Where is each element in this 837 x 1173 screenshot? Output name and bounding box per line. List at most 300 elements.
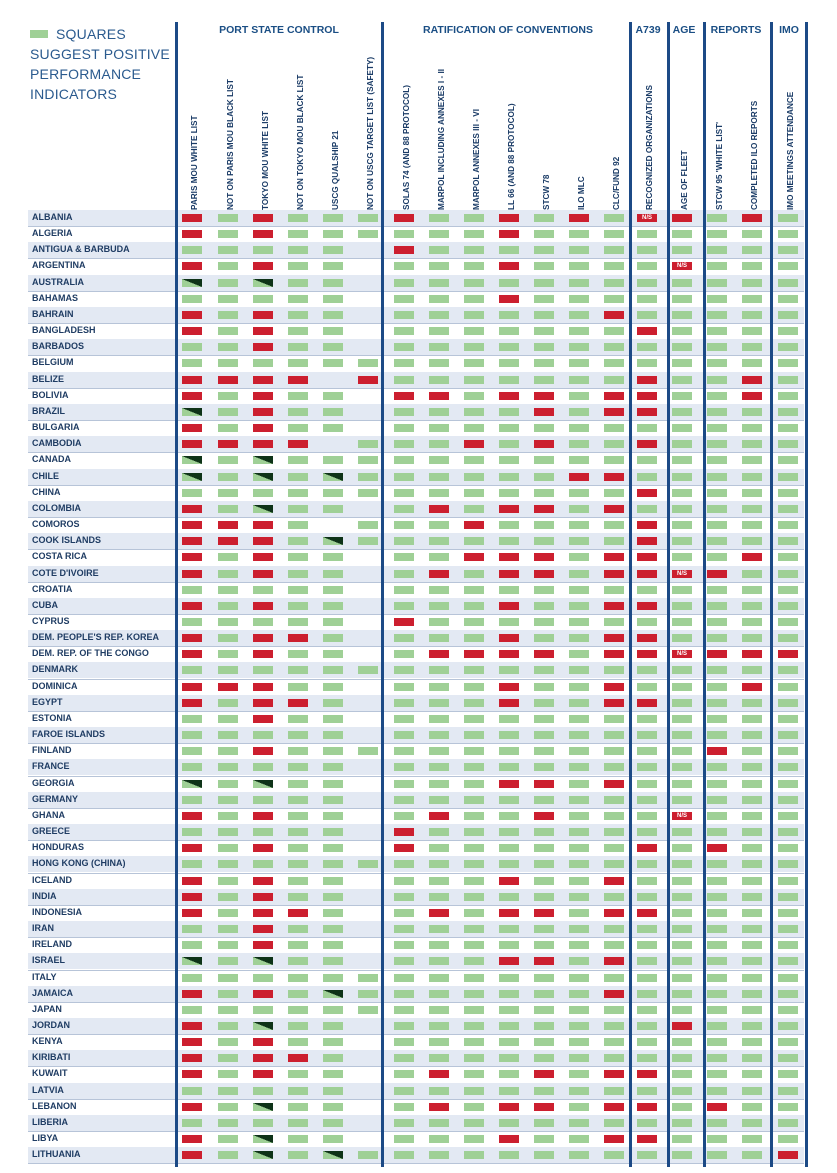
indicator-cell bbox=[707, 877, 727, 885]
indicator-cell bbox=[707, 990, 727, 998]
indicator-cell bbox=[499, 1038, 519, 1046]
indicator-cell bbox=[778, 1103, 798, 1111]
indicator-cell bbox=[288, 1070, 308, 1078]
indicator-cell bbox=[742, 699, 762, 707]
indicator-cell bbox=[394, 1070, 414, 1078]
indicator-cell bbox=[707, 893, 727, 901]
indicator-cell bbox=[253, 699, 273, 707]
indicator-cell bbox=[778, 925, 798, 933]
indicator-cell bbox=[604, 586, 624, 594]
indicator-cell bbox=[288, 279, 308, 287]
indicator-cell bbox=[672, 489, 692, 497]
indicator-cell bbox=[218, 505, 238, 513]
country-name: GEORGIA bbox=[32, 777, 75, 788]
indicator-cell bbox=[288, 1103, 308, 1111]
indicator-cell bbox=[778, 1135, 798, 1143]
indicator-cell bbox=[604, 392, 624, 400]
indicator-cell bbox=[499, 262, 519, 270]
indicator-cell bbox=[499, 844, 519, 852]
indicator-cell bbox=[394, 343, 414, 351]
indicator-cell bbox=[672, 295, 692, 303]
indicator-cell bbox=[637, 392, 657, 400]
group-divider bbox=[770, 22, 773, 1167]
indicator-cell bbox=[569, 747, 589, 755]
country-name: CHINA bbox=[32, 486, 61, 497]
indicator-cell bbox=[742, 376, 762, 384]
indicator-cell bbox=[672, 747, 692, 755]
column-header bbox=[429, 60, 449, 210]
indicator-cell bbox=[569, 957, 589, 965]
indicator-cell bbox=[253, 1151, 273, 1159]
indicator-cell bbox=[429, 763, 449, 771]
indicator-cell bbox=[569, 262, 589, 270]
indicator-cell bbox=[218, 214, 238, 222]
indicator-cell bbox=[778, 1070, 798, 1078]
indicator-cell bbox=[323, 957, 343, 965]
indicator-cell bbox=[672, 1151, 692, 1159]
indicator-cell bbox=[637, 440, 657, 448]
indicator-cell bbox=[394, 957, 414, 965]
indicator-cell bbox=[637, 473, 657, 481]
indicator-cell bbox=[742, 359, 762, 367]
indicator-cell bbox=[569, 311, 589, 319]
indicator-cell bbox=[637, 408, 657, 416]
indicator-cell bbox=[742, 893, 762, 901]
indicator-cell bbox=[429, 909, 449, 917]
indicator-cell bbox=[778, 262, 798, 270]
indicator-cell bbox=[672, 343, 692, 351]
indicator-cell bbox=[253, 553, 273, 561]
indicator-cell bbox=[604, 796, 624, 804]
row-separator bbox=[28, 614, 804, 615]
indicator-cell bbox=[464, 602, 484, 610]
indicator-cell bbox=[182, 699, 202, 707]
indicator-cell bbox=[182, 327, 202, 335]
indicator-cell bbox=[534, 489, 554, 497]
indicator-cell bbox=[429, 456, 449, 464]
indicator-cell bbox=[534, 230, 554, 238]
country-name: COMOROS bbox=[32, 519, 80, 530]
indicator-cell bbox=[499, 650, 519, 658]
indicator-cell bbox=[323, 683, 343, 691]
indicator-cell bbox=[637, 683, 657, 691]
indicator-cell bbox=[534, 392, 554, 400]
indicator-cell bbox=[637, 489, 657, 497]
indicator-cell bbox=[569, 570, 589, 578]
indicator-cell bbox=[358, 230, 378, 238]
indicator-cell bbox=[742, 1135, 762, 1143]
indicator-cell bbox=[569, 392, 589, 400]
indicator-cell bbox=[253, 570, 273, 578]
indicator-cell bbox=[288, 440, 308, 448]
indicator-cell bbox=[637, 747, 657, 755]
indicator-cell bbox=[637, 570, 657, 578]
indicator-cell bbox=[218, 359, 238, 367]
indicator-cell bbox=[604, 974, 624, 982]
indicator-cell bbox=[672, 699, 692, 707]
indicator-cell bbox=[778, 941, 798, 949]
indicator-cell bbox=[253, 262, 273, 270]
row-separator bbox=[28, 1099, 804, 1100]
indicator-cell bbox=[742, 570, 762, 578]
indicator-cell bbox=[218, 699, 238, 707]
indicator-cell bbox=[742, 311, 762, 319]
indicator-cell bbox=[604, 715, 624, 723]
indicator-cell bbox=[323, 990, 343, 998]
indicator-cell bbox=[672, 763, 692, 771]
row-separator bbox=[28, 1002, 804, 1003]
indicator-cell bbox=[778, 1054, 798, 1062]
indicator-cell bbox=[253, 844, 273, 852]
row-separator bbox=[28, 582, 804, 583]
indicator-cell bbox=[288, 763, 308, 771]
indicator-cell bbox=[707, 424, 727, 432]
indicator-cell bbox=[707, 1006, 727, 1014]
indicator-cell bbox=[323, 1103, 343, 1111]
indicator-cell bbox=[288, 828, 308, 836]
country-name: BOLIVIA bbox=[32, 389, 69, 400]
indicator-cell bbox=[253, 343, 273, 351]
indicator-cell bbox=[569, 1103, 589, 1111]
indicator-cell bbox=[499, 715, 519, 723]
indicator-cell bbox=[182, 505, 202, 513]
indicator-cell bbox=[637, 1151, 657, 1159]
country-name: BULGARIA bbox=[32, 422, 80, 433]
indicator-cell bbox=[672, 392, 692, 400]
row-separator bbox=[28, 388, 804, 389]
indicator-cell bbox=[182, 1135, 202, 1143]
country-name: KIRIBATI bbox=[32, 1052, 71, 1063]
indicator-cell bbox=[323, 473, 343, 481]
indicator-cell bbox=[323, 941, 343, 949]
indicator-cell bbox=[604, 214, 624, 222]
indicator-cell bbox=[778, 1006, 798, 1014]
indicator-cell bbox=[707, 505, 727, 513]
indicator-cell bbox=[672, 634, 692, 642]
indicator-cell bbox=[742, 602, 762, 610]
column-header-label: MARPOL INCLUDING ANNEXES I - II bbox=[437, 68, 446, 210]
indicator-cell bbox=[464, 537, 484, 545]
indicator-cell bbox=[429, 990, 449, 998]
indicator-cell bbox=[182, 537, 202, 545]
country-name: CUBA bbox=[32, 599, 58, 610]
indicator-cell bbox=[604, 295, 624, 303]
country-name: BANGLADESH bbox=[32, 325, 96, 336]
group-divider bbox=[703, 22, 706, 1167]
row-separator bbox=[28, 420, 804, 421]
indicator-cell bbox=[604, 343, 624, 351]
indicator-cell: N/S bbox=[672, 650, 692, 658]
indicator-cell bbox=[464, 618, 484, 626]
indicator-cell bbox=[394, 812, 414, 820]
row-separator bbox=[28, 517, 804, 518]
indicator-cell bbox=[464, 683, 484, 691]
indicator-cell bbox=[429, 489, 449, 497]
indicator-cell bbox=[429, 731, 449, 739]
indicator-cell bbox=[429, 780, 449, 788]
indicator-cell bbox=[218, 909, 238, 917]
column-header-label: USCG QUALSHIP 21 bbox=[331, 130, 340, 210]
indicator-cell bbox=[182, 844, 202, 852]
indicator-cell bbox=[742, 230, 762, 238]
indicator-cell bbox=[637, 780, 657, 788]
group-a739: A739 bbox=[635, 24, 661, 36]
indicator-cell bbox=[253, 1070, 273, 1078]
indicator-cell bbox=[778, 957, 798, 965]
indicator-cell bbox=[742, 747, 762, 755]
indicator-cell bbox=[672, 359, 692, 367]
indicator-cell bbox=[394, 230, 414, 238]
indicator-cell bbox=[742, 343, 762, 351]
indicator-cell bbox=[499, 230, 519, 238]
country-name: ARGENTINA bbox=[32, 260, 86, 271]
indicator-cell bbox=[253, 877, 273, 885]
indicator-cell bbox=[288, 990, 308, 998]
indicator-cell bbox=[707, 327, 727, 335]
indicator-cell bbox=[429, 343, 449, 351]
indicator-cell bbox=[394, 1038, 414, 1046]
indicator-cell bbox=[778, 1119, 798, 1127]
indicator-cell bbox=[499, 763, 519, 771]
indicator-cell bbox=[288, 925, 308, 933]
indicator-cell bbox=[499, 796, 519, 804]
indicator-cell bbox=[604, 279, 624, 287]
indicator-cell bbox=[182, 456, 202, 464]
indicator-cell bbox=[778, 311, 798, 319]
indicator-cell bbox=[253, 376, 273, 384]
indicator-cell bbox=[394, 392, 414, 400]
column-header-label: STCW 78 bbox=[542, 174, 551, 210]
indicator-cell bbox=[707, 586, 727, 594]
indicator-cell bbox=[569, 586, 589, 594]
indicator-cell bbox=[569, 327, 589, 335]
indicator-cell bbox=[323, 1070, 343, 1078]
indicator-cell bbox=[604, 925, 624, 933]
country-name: FRANCE bbox=[32, 761, 70, 772]
indicator-cell bbox=[464, 780, 484, 788]
column-header bbox=[253, 60, 273, 210]
indicator-cell bbox=[742, 1006, 762, 1014]
indicator-cell bbox=[464, 343, 484, 351]
indicator-cell bbox=[288, 877, 308, 885]
indicator-cell bbox=[464, 1103, 484, 1111]
indicator-cell bbox=[394, 473, 414, 481]
indicator-cell bbox=[672, 893, 692, 901]
indicator-cell bbox=[358, 860, 378, 868]
column-header-label: NOT ON TOKYO MOU BLACK LIST bbox=[296, 74, 305, 210]
indicator-cell bbox=[429, 974, 449, 982]
indicator-cell bbox=[604, 553, 624, 561]
legend bbox=[30, 24, 170, 104]
legend-line-3: PERFORMANCE bbox=[30, 66, 142, 82]
indicator-cell bbox=[672, 1103, 692, 1111]
indicator-cell bbox=[534, 408, 554, 416]
indicator-cell bbox=[358, 666, 378, 674]
indicator-cell bbox=[569, 844, 589, 852]
indicator-cell bbox=[464, 1135, 484, 1143]
indicator-cell bbox=[637, 1038, 657, 1046]
indicator-cell bbox=[707, 699, 727, 707]
indicator-cell bbox=[778, 763, 798, 771]
country-name: CANADA bbox=[32, 454, 71, 465]
indicator-cell bbox=[672, 408, 692, 416]
indicator-cell bbox=[672, 602, 692, 610]
indicator-cell bbox=[742, 1022, 762, 1030]
indicator-cell bbox=[323, 909, 343, 917]
indicator-cell bbox=[742, 618, 762, 626]
indicator-cell bbox=[707, 602, 727, 610]
indicator-cell bbox=[288, 246, 308, 254]
indicator-cell bbox=[569, 683, 589, 691]
indicator-cell bbox=[358, 489, 378, 497]
indicator-cell bbox=[534, 828, 554, 836]
indicator-cell bbox=[742, 392, 762, 400]
indicator-cell bbox=[604, 440, 624, 448]
column-header-label: NOT ON PARIS MOU BLACK LIST bbox=[226, 79, 235, 210]
indicator-cell bbox=[182, 909, 202, 917]
indicator-cell bbox=[182, 1103, 202, 1111]
indicator-cell bbox=[429, 262, 449, 270]
indicator-cell bbox=[358, 1151, 378, 1159]
column-header-label: MARPOL ANNEXES III - VI bbox=[472, 109, 481, 210]
indicator-cell bbox=[464, 327, 484, 335]
indicator-cell bbox=[323, 602, 343, 610]
indicator-cell bbox=[253, 909, 273, 917]
country-name: COTE D'IVOIRE bbox=[32, 567, 99, 578]
indicator-cell bbox=[604, 683, 624, 691]
row-separator bbox=[28, 873, 804, 874]
indicator-cell bbox=[253, 893, 273, 901]
indicator-cell bbox=[464, 860, 484, 868]
indicator-cell bbox=[429, 925, 449, 933]
indicator-cell bbox=[534, 1054, 554, 1062]
indicator-cell bbox=[637, 537, 657, 545]
indicator-cell bbox=[323, 230, 343, 238]
indicator-cell bbox=[253, 586, 273, 594]
indicator-cell bbox=[182, 279, 202, 287]
indicator-cell bbox=[707, 262, 727, 270]
indicator-cell bbox=[499, 1006, 519, 1014]
indicator-cell bbox=[534, 699, 554, 707]
indicator-cell bbox=[707, 1038, 727, 1046]
country-name: BELGIUM bbox=[32, 357, 74, 368]
indicator-cell bbox=[464, 957, 484, 965]
indicator-cell bbox=[288, 1006, 308, 1014]
indicator-cell bbox=[323, 860, 343, 868]
indicator-cell bbox=[288, 715, 308, 723]
country-name: BARBADOS bbox=[32, 341, 85, 352]
indicator-cell bbox=[569, 941, 589, 949]
indicator-cell bbox=[218, 262, 238, 270]
indicator-cell bbox=[534, 941, 554, 949]
indicator-cell bbox=[604, 666, 624, 674]
indicator-cell bbox=[288, 602, 308, 610]
indicator-cell bbox=[429, 424, 449, 432]
indicator-cell bbox=[499, 1054, 519, 1062]
indicator-cell bbox=[218, 408, 238, 416]
column-header-label: RECOGNIZED ORGANIZATIONS bbox=[645, 85, 654, 210]
indicator-cell bbox=[429, 844, 449, 852]
indicator-cell bbox=[569, 877, 589, 885]
indicator-cell bbox=[499, 780, 519, 788]
indicator-cell bbox=[499, 990, 519, 998]
indicator-cell bbox=[218, 666, 238, 674]
indicator-cell: N/S bbox=[672, 812, 692, 820]
indicator-cell bbox=[323, 844, 343, 852]
indicator-cell bbox=[778, 230, 798, 238]
indicator-cell bbox=[707, 1151, 727, 1159]
indicator-cell bbox=[637, 279, 657, 287]
indicator-cell bbox=[499, 473, 519, 481]
indicator-cell bbox=[742, 780, 762, 788]
indicator-cell bbox=[429, 537, 449, 545]
indicator-cell bbox=[394, 990, 414, 998]
group-divider bbox=[805, 22, 808, 1167]
group-imo: IMO bbox=[779, 24, 799, 36]
indicator-cell bbox=[499, 489, 519, 497]
country-name: JAMAICA bbox=[32, 987, 74, 998]
indicator-cell bbox=[778, 780, 798, 788]
column-header-label: LL 66 (AND 88 PROTOCOL) bbox=[507, 103, 516, 210]
indicator-cell bbox=[637, 715, 657, 723]
indicator-cell bbox=[707, 731, 727, 739]
indicator-cell bbox=[569, 893, 589, 901]
indicator-cell bbox=[358, 359, 378, 367]
indicator-cell bbox=[464, 909, 484, 917]
country-name: GHANA bbox=[32, 809, 65, 820]
indicator-cell bbox=[604, 1135, 624, 1143]
indicator-cell bbox=[464, 246, 484, 254]
indicator-cell bbox=[253, 537, 273, 545]
indicator-cell bbox=[534, 650, 554, 658]
indicator-cell bbox=[534, 311, 554, 319]
indicator-cell bbox=[464, 1022, 484, 1030]
indicator-cell bbox=[569, 376, 589, 384]
indicator-cell bbox=[323, 780, 343, 788]
indicator-cell bbox=[707, 763, 727, 771]
indicator-cell bbox=[534, 473, 554, 481]
indicator-cell bbox=[464, 1070, 484, 1078]
indicator-cell bbox=[637, 521, 657, 529]
indicator-cell bbox=[742, 1087, 762, 1095]
indicator-cell bbox=[534, 1006, 554, 1014]
indicator-cell bbox=[394, 1022, 414, 1030]
indicator-cell bbox=[637, 586, 657, 594]
indicator-cell bbox=[569, 812, 589, 820]
indicator-cell bbox=[182, 893, 202, 901]
column-header bbox=[637, 60, 657, 210]
indicator-cell bbox=[323, 893, 343, 901]
indicator-cell bbox=[637, 990, 657, 998]
indicator-cell bbox=[394, 860, 414, 868]
indicator-cell bbox=[707, 780, 727, 788]
indicator-cell bbox=[637, 424, 657, 432]
indicator-cell bbox=[288, 376, 308, 384]
indicator-cell bbox=[499, 699, 519, 707]
indicator-cell bbox=[394, 456, 414, 464]
indicator-cell bbox=[707, 408, 727, 416]
indicator-cell bbox=[672, 828, 692, 836]
indicator-cell bbox=[672, 796, 692, 804]
indicator-cell bbox=[778, 376, 798, 384]
indicator-cell bbox=[672, 957, 692, 965]
indicator-cell bbox=[499, 214, 519, 222]
indicator-cell bbox=[218, 1151, 238, 1159]
indicator-cell bbox=[778, 1038, 798, 1046]
indicator-cell bbox=[288, 456, 308, 464]
indicator-cell bbox=[707, 844, 727, 852]
indicator-cell bbox=[672, 941, 692, 949]
